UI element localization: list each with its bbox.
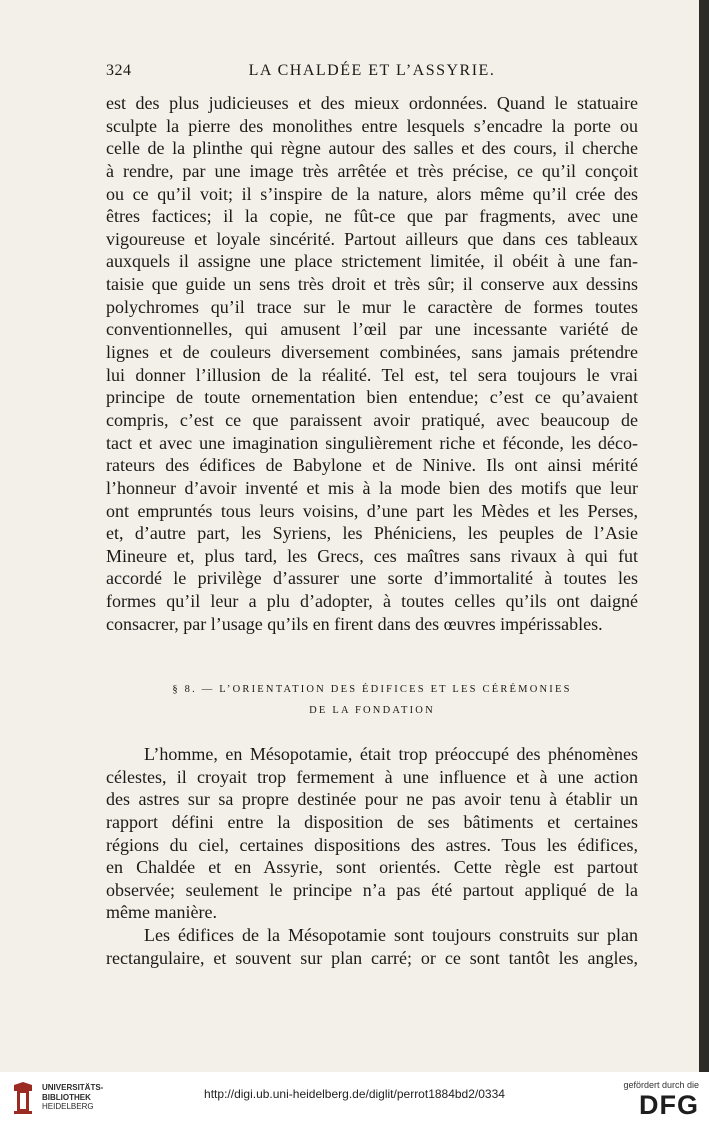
text-line: auxquels il assigne une place strictement limitée, il obéit à une fan- [106, 251, 638, 272]
text-line: même manière. [106, 902, 217, 923]
text-line: des astres sur sa propre destinée pour ne pas avoir tenu à établir un [106, 789, 638, 810]
text-line: lignes et de couleurs diversement combinées, sans jamais prétendre [106, 342, 638, 363]
text-line: lui donner l’illusion de la réalité. Tel est, tel sera toujours le vrai [106, 364, 638, 385]
text-line: l’honneur d’avoir inventé et mis à la mode bien des motifs que leur [106, 477, 638, 498]
paragraph-1 [106, 92, 638, 635]
text-line: rapport défini entre la disposition de ses bâtiments et certaines [106, 811, 638, 832]
section-heading-line-1: § 8. — L’ORIENTATION DES ÉDIFICES ET LES CÉRÉMONIES [172, 684, 572, 695]
text-line: vigoureuse et loyale sincérité. Partout ailleurs que dans ces tableaux [106, 228, 638, 249]
text-line: rateurs des édifices de Babylone et de Ninive. Ils ont ainsi mérité [106, 455, 638, 476]
text-line: conventionnelles, qui amusent l’œil par une incessante variété de [106, 319, 638, 340]
text-line: taisie que guide un sens très droit et très sûr; il conserve aux dessins [106, 274, 638, 295]
text-line: L’homme, en Mésopotamie, était trop préoccupé des phénomènes [144, 744, 638, 764]
library-name-line: UNIVERSITÄTS- [42, 1083, 104, 1092]
text-line: celle de la plinthe qui règne autour des salles et des cours, il cherche [106, 138, 638, 159]
library-name-line: BIBLIOTHEK [42, 1092, 91, 1102]
text-line: ont empruntés tous leurs voisins, d’une part les Mèdes et les Perses, [106, 500, 638, 521]
footer-bar [0, 1072, 709, 1125]
text-line: régions du ciel, certaines dispositions des astres. Tous les édifices, [106, 834, 638, 855]
section-heading [106, 679, 638, 721]
text-line: consacrer, par l’usage qu’ils en firent dans des œuvres impérissables. [106, 613, 603, 634]
text-line: Les édifices de la Mésopotamie sont toujours construits sur plan [144, 925, 638, 946]
dfg-logo-icon[interactable]: DFG [639, 1090, 699, 1120]
text-line: célestes, il croyait trop fermement à une influence et à une action [106, 766, 638, 787]
text-line: en Chaldée et en Assyrie, sont orientés. Cette règle est partout [106, 857, 638, 878]
text-line: rectangulaire, et souvent sur plan carré; or ce sont tantôt les angles, [106, 947, 638, 968]
text-line: êtres factices; il la copie, ne fût-ce que par fragments, avec une [106, 206, 638, 227]
text-line: et, d’autre part, les Syriens, les Phéniciens, les peuples de l’Asie [106, 523, 638, 544]
library-name-line: HEIDELBERG [42, 1102, 94, 1111]
text-line: Mineure et, plus tard, les Grecs, ces maîtres sans rivaux à qui fut [106, 545, 638, 566]
section-heading-line-2: DE LA FONDATION [309, 705, 435, 716]
text-line: observée; seulement le principe n’a pas été partout appliqué de la [106, 879, 638, 900]
text-line: est des plus judicieuses et des mieux ordonnées. Quand le statuaire [106, 93, 638, 113]
text-line: à rendre, par une image très arrêtée et très précise, ce qu’il conçoit [106, 160, 638, 181]
text-line: compris, c’est ce que paraissent avoir pratiqué, avec beaucoup de [106, 409, 638, 430]
text-line: tact et avec une imagination singulièrement riche et féconde, les déco- [106, 432, 638, 453]
text-line: polychromes qu’il trace sur le mur le caractère de formes toutes [106, 296, 638, 317]
permalink-url[interactable]: http://digi.ub.uni-heidelberg.de/diglit/perrot1884bd2/0334 [204, 1087, 505, 1101]
page-number: 324 [106, 62, 132, 79]
text-line: formes qu’il leur a plu d’adopter, à toutes celles qu’ils ont daigné [106, 591, 638, 612]
paragraph-2 [106, 743, 638, 969]
running-head [106, 62, 638, 84]
funder-label: gefördert durch die [623, 1080, 699, 1090]
scan-edge [699, 0, 709, 1072]
text-line: principe de toute ornementation bien entendue; c’est ce qu’avaient [106, 387, 638, 408]
text-line: sculpte la pierre des monolithes entre lesquels s’encadre la porte ou [106, 115, 638, 136]
running-title: LA CHALDÉE ET L’ASSYRIE. [248, 62, 496, 79]
text-line: accordé le privilège d’assurer une sorte d’immortalité à toutes les [106, 568, 638, 589]
text-line: ou ce qu’il voit; il s’inspire de la nature, alors même qu’il crée des [106, 183, 638, 204]
